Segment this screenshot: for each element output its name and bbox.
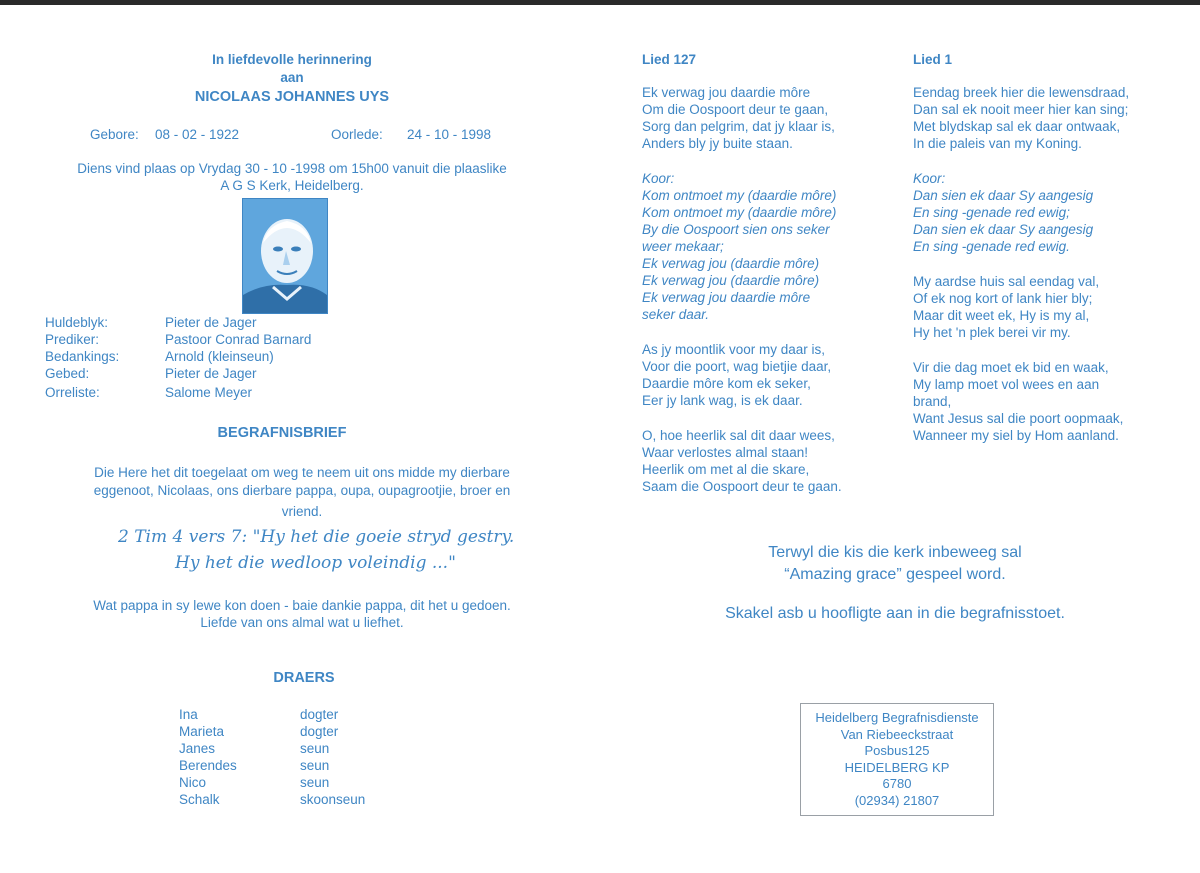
- portrait-illustration: [243, 199, 327, 313]
- hymn1-verse2: [642, 341, 831, 409]
- bearer-name: Ina: [179, 707, 198, 722]
- role-label: Gebed:: [45, 366, 90, 381]
- funeral-home-postcode: 6780: [882, 776, 912, 791]
- lyric-line: Voor die poort, wag bietjie daar,: [642, 359, 832, 374]
- role-label: Orreliste:: [45, 385, 100, 400]
- bearer-name: Nico: [179, 775, 207, 790]
- lyric-line: Met blydskap sal ek daar ontwaak,: [913, 119, 1121, 134]
- chorus-label: Koor:: [913, 171, 946, 186]
- lyric-line: Kom ontmoet my (daardie môre): [642, 205, 837, 220]
- funeral-home-box: [800, 703, 994, 816]
- role-label: Prediker:: [45, 332, 100, 347]
- bearer-relation: seun: [300, 775, 330, 790]
- lyric-line: Heerlik om met al die skare,: [642, 462, 810, 477]
- roles-values: [165, 314, 311, 401]
- bearer-name: Schalk: [179, 792, 220, 807]
- announcement-line1: Terwyl die kis die kerk inbeweeg sal: [768, 544, 1022, 561]
- announcement-line3: Skakel asb u hoofligte aan in die begrafnisstoet.: [725, 605, 1065, 622]
- scan-top-edge: [0, 0, 1200, 5]
- lyric-line: Waar verlostes almal staan!: [642, 445, 809, 460]
- lyric-line: Ek verwag jou (daardie môre): [642, 256, 820, 271]
- verse-line1: 2 Tim 4 vers 7: "Hy het die goeie stryd gestry.: [118, 527, 515, 547]
- bearers-title: DRAERS: [273, 670, 335, 686]
- died-date: 24 - 10 - 1998: [407, 127, 492, 142]
- deceased-name: NICOLAAS JOHANNES UYS: [194, 89, 390, 105]
- bearer-name: Berendes: [179, 758, 237, 773]
- lyric-line: Kom ontmoet my (daardie môre): [642, 188, 837, 203]
- lyric-line: O, hoe heerlik sal dit daar wees,: [642, 428, 835, 443]
- hymn1-title: Lied 127: [642, 52, 697, 67]
- funeral-home-phone: (02934) 21807: [854, 792, 940, 808]
- service-line1: Diens vind plaas op Vrydag 30 - 10 -1998 om 15h00 vanuit die plaaslike: [77, 161, 507, 176]
- hymn2-verse1: [913, 84, 1129, 152]
- lyric-line: Anders bly jy buite staan.: [642, 136, 793, 151]
- lyric-line: Eer jy lank wag, is ek daar.: [642, 393, 803, 408]
- roles-labels: [45, 314, 119, 401]
- announcement-line2: “Amazing grace” gespeel word.: [784, 566, 1006, 583]
- bearer-relation: dogter: [300, 724, 339, 739]
- died-label: Oorlede:: [331, 127, 383, 142]
- lyric-line: weer mekaar;: [642, 239, 724, 254]
- lyric-line: Saam die Oospoort deur te gaan.: [642, 479, 842, 494]
- letter-line2: eggenoot, Nicolaas, ons dierbare pappa, oupa, oupagrootjie, broer en: [93, 483, 511, 498]
- lyric-line: En sing -genade red ewig.: [913, 239, 1070, 254]
- hymn1-verse3: [642, 427, 842, 495]
- verse-line2: Hy het die wedloop voleindig ...": [175, 553, 456, 573]
- funeral-home-pobox: Posbus125: [864, 743, 930, 758]
- role-value: Arnold (kleinseun): [165, 349, 274, 364]
- lyric-line: seker daar.: [642, 307, 710, 322]
- born-date: 08 - 02 - 1922: [155, 127, 240, 142]
- hymn2-chorus: [913, 170, 1093, 255]
- hymn2-verse3: [913, 359, 1123, 444]
- lyric-line: Ek verwag jou (daardie môre): [642, 273, 820, 288]
- lyric-line: Vir die dag moet ek bid en waak,: [913, 360, 1109, 375]
- lyric-line: Dan sien ek daar Sy aangesig: [913, 188, 1094, 203]
- lyric-line: As jy moontlik voor my daar is,: [642, 342, 826, 357]
- lyric-line: In die paleis van my Koning.: [913, 136, 1082, 151]
- lyric-line: En sing -genade red ewig;: [913, 205, 1070, 220]
- born-label: Gebore:: [90, 127, 139, 142]
- hymn2-verse2: [913, 273, 1099, 341]
- lyric-line: Sorg dan pelgrim, dat jy klaar is,: [642, 119, 835, 134]
- portrait-photo: [242, 198, 328, 314]
- bearer-names: [179, 706, 237, 808]
- letter-line3: vriend.: [281, 504, 323, 519]
- lyric-line: Wanneer my siel by Hom aanland.: [913, 428, 1119, 443]
- thanks-line1: Wat pappa in sy lewe kon doen - baie dankie pappa, dit het u gedoen.: [93, 598, 511, 613]
- lyric-line: Of ek nog kort of lank hier bly;: [913, 291, 1093, 306]
- service-line2: A G S Kerk, Heidelberg.: [220, 178, 364, 193]
- lyric-line: Ek verwag jou daardie môre: [642, 290, 811, 305]
- letter-line1: Die Here het dit toegelaat om weg te neem uit ons midde my dierbare: [94, 465, 510, 480]
- bearer-relation: seun: [300, 758, 330, 773]
- letter-title: BEGRAFNISBRIEF: [217, 425, 347, 441]
- hymn1-verse1: [642, 84, 835, 152]
- lyric-line: brand,: [913, 394, 952, 409]
- bearer-relation: seun: [300, 741, 330, 756]
- bearer-name: Marieta: [179, 724, 225, 739]
- lyric-line: Daardie môre kom ek seker,: [642, 376, 811, 391]
- lyric-line: Hy het 'n plek berei vir my.: [913, 325, 1071, 340]
- funeral-home-town: HEIDELBERG KP: [844, 759, 950, 775]
- role-label: Bedankings:: [45, 349, 120, 364]
- role-value: Salome Meyer: [165, 385, 253, 400]
- lyric-line: My aardse huis sal eendag val,: [913, 274, 1100, 289]
- bearer-relation: dogter: [300, 707, 339, 722]
- hymn1-chorus: [642, 170, 836, 323]
- funeral-home-street: Van Riebeeckstraat: [840, 726, 954, 742]
- role-value: Pieter de Jager: [165, 315, 257, 330]
- lyric-line: Om die Oospoort deur te gaan,: [642, 102, 829, 117]
- lyric-line: Eendag breek hier die lewensdraad,: [913, 85, 1130, 100]
- lyric-line: Maar dit weet ek, Hy is my al,: [913, 308, 1090, 323]
- lyric-line: Dan sal ek nooit meer hier kan sing;: [913, 102, 1129, 117]
- heading-line1: In liefdevolle herinnering: [212, 52, 372, 67]
- role-value: Pieter de Jager: [165, 366, 257, 381]
- role-value: Pastoor Conrad Barnard: [165, 332, 312, 347]
- funeral-home-name: Heidelberg Begrafnisdienste: [815, 710, 979, 725]
- hymn2-title: Lied 1: [913, 52, 953, 67]
- role-label: Huldeblyk:: [45, 315, 109, 330]
- chorus-label: Koor:: [642, 171, 675, 186]
- heading-line2: aan: [280, 70, 304, 85]
- lyric-line: My lamp moet vol wees en aan: [913, 377, 1100, 392]
- lyric-line: By die Oospoort sien ons seker: [642, 222, 830, 237]
- bearer-relation: skoonseun: [300, 792, 366, 807]
- lyric-line: Ek verwag jou daardie môre: [642, 85, 811, 100]
- bearer-name: Janes: [179, 741, 216, 756]
- bearer-relations: [300, 706, 365, 808]
- thanks-line2: Liefde van ons almal wat u liefhet.: [200, 615, 404, 630]
- lyric-line: Dan sien ek daar Sy aangesig: [913, 222, 1094, 237]
- lyric-line: Want Jesus sal die poort oopmaak,: [913, 411, 1124, 426]
